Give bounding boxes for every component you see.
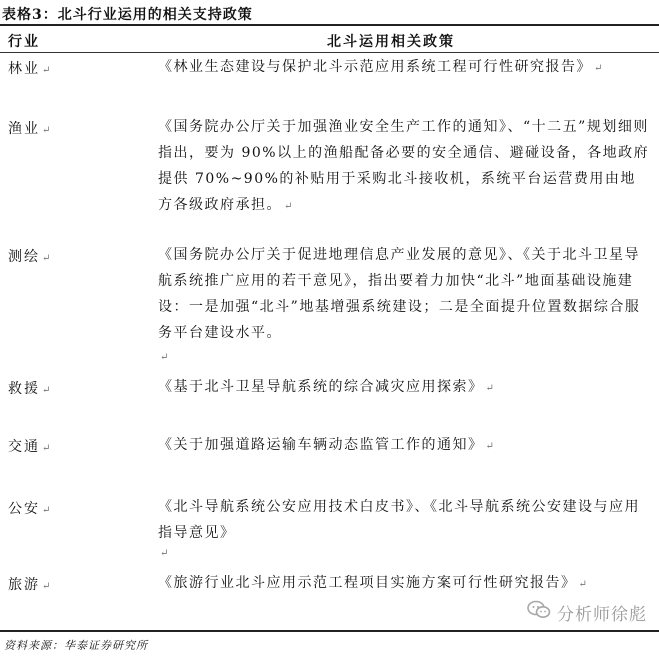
- paragraph-mark: ↵: [485, 441, 496, 452]
- table-header: [0, 28, 659, 52]
- header-divider: [0, 52, 659, 53]
- paragraph-mark: ↵: [284, 201, 294, 212]
- paragraph-mark: ↵: [42, 443, 53, 454]
- row-policy-tourism: 《旅游行业北斗应用示范工程项目实施方案可行性研究报告》 ↵: [158, 575, 589, 591]
- paragraph-mark: ↵: [42, 65, 53, 76]
- paragraph-mark: ↵: [42, 253, 53, 264]
- paragraph-mark: ↵: [160, 352, 169, 363]
- table-title: 表格3：北斗行业运用的相关支持政策: [2, 7, 253, 23]
- bottom-divider: [0, 630, 659, 632]
- row-industry-transport: 交通 ↵: [8, 439, 53, 455]
- row-policy-rescue: 《基于北斗卫星导航系统的综合减灾应用探索》 ↵: [158, 379, 496, 395]
- wechat-icon: [527, 600, 551, 625]
- header-policy: 北斗运用相关政策: [327, 34, 455, 50]
- paragraph-mark: ↵: [485, 383, 496, 394]
- row-policy-forestry: 《林业生态建设与保护北斗示范应用系统工程可行性研究报告》 ↵: [158, 59, 604, 75]
- paragraph-mark: ↵: [42, 581, 53, 592]
- row-policy-fishery: 《国务院办公厅关于加强渔业安全生产工作的通知》、“十二五”规划细则指出，要为 90%以上的渔船配备必要的安全通信、避碰设备，各地政府提供 70%~90%的补贴用于采购北斗接收机，系统平台运营费用由地方各级政府承担。 ↵: [158, 119, 650, 213]
- row-industry-tourism: 旅游 ↵: [8, 577, 53, 593]
- paragraph-mark: ↵: [42, 125, 53, 136]
- paragraph-mark: ↵: [42, 505, 53, 516]
- paragraph-mark: ↵: [160, 548, 169, 559]
- title-divider: [0, 24, 659, 26]
- paragraph-mark: ↵: [42, 385, 53, 396]
- source-note: 资料来源：华泰证券研究所: [4, 639, 148, 652]
- row-industry-surveying: 测绘 ↵: [8, 249, 53, 265]
- paragraph-mark: ↵: [594, 63, 604, 74]
- row-policy-police: 《北斗导航系统公安应用技术白皮书》、《北斗导航系统公安建设与应用指导意见》: [158, 499, 640, 541]
- row-policy-surveying: 《国务院办公厅关于促进地理信息产业发展的意见》、《关于北斗卫星导航系统推广应用的若干意见》，指出要着力加快“北斗”地面基础设施建设：一是加强“北斗”地基增强系统建设；二是全面提升位置数据综合服务平台建设水平。: [158, 247, 641, 341]
- watermark-text: 分析师徐彪: [557, 605, 647, 625]
- row-industry-police: 公安 ↵: [8, 501, 53, 517]
- row-policy-transport: 《关于加强道路运输车辆动态监管工作的通知》 ↵: [158, 437, 496, 453]
- row-industry-rescue: 救援 ↵: [8, 381, 53, 397]
- row-industry-fishery: 渔业 ↵: [8, 121, 53, 137]
- paragraph-mark: ↵: [578, 579, 589, 590]
- watermark: [527, 600, 647, 625]
- row-industry-forestry: 林业 ↵: [8, 61, 53, 77]
- header-industry: 行业: [8, 34, 40, 50]
